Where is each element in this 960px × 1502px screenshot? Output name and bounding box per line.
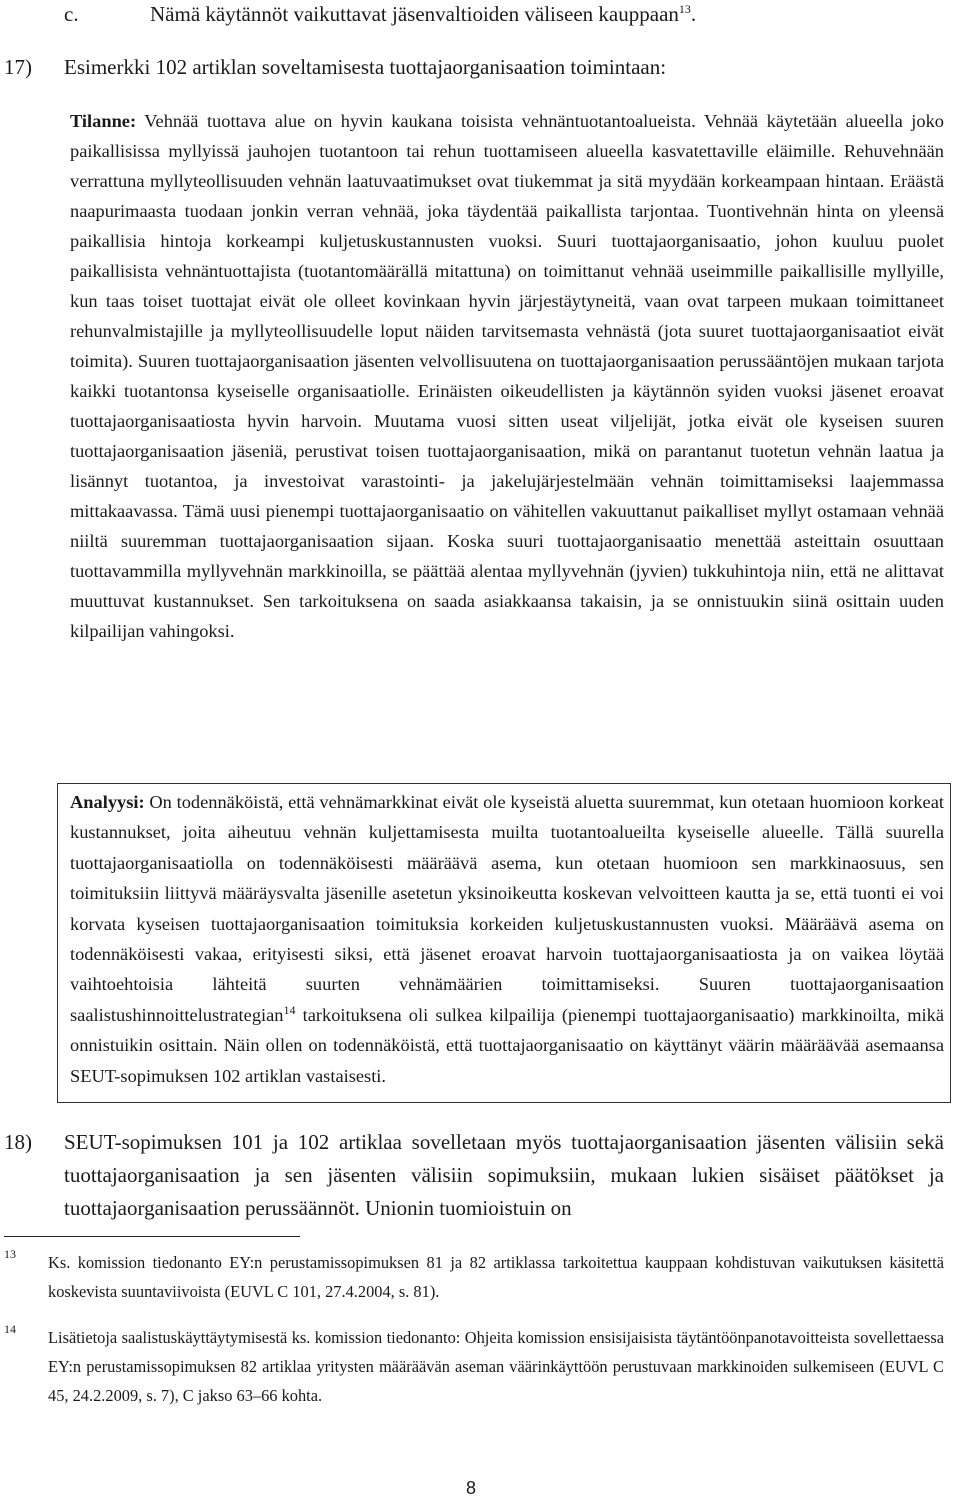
list-item-end: . [690,2,697,26]
situation-text [70,106,944,646]
page-number: 8 [466,1478,477,1498]
footnote-separator [4,1236,300,1237]
footnote-text: Lisätietoja saalistuskäyttäytymisestä ks. komission tiedonanto: Ohjeita komission ensisijaisista täytäntöönpanotavoitteista sovellettaessa EY:n perustamissopimuksen 82 artiklaa yritysten määräävän aseman väärinkäyttöön perustuvaan markkinoiden sulkemiseen (EUVL C 45, 24.2.2009, s. 7), C jakso 63–66 kohta. [48,1328,944,1405]
paragraph-17-heading [4,55,666,80]
situation-label: Tilanne: [70,111,137,131]
footnote-ref-14[interactable]: 14 [283,1002,296,1017]
list-item-label: c. [64,2,79,26]
situation-body: Vehnää tuottava alue on hyvin kaukana toisista vehnäntuotantoalueista. Vehnää käytetään alueella joko paikallisissa myllyissä jauhojen tuotantoon tai rehun tuottamiseen alueella kasvatettaville eläimille. Rehuvehnään verrattuna myllyteollisuuden vehnän laatuvaatimukset ovat tiukemmat ja sitä myydään korkeampaan hintaan. Eräästä naapurimaasta tuodaan jonkin verran vehnää, joka täydentää paikallista tarjontaa. Tuontivehnän hinta on yleensä paikallisia hintoja korkeampi kuljetuskustannusten vuoksi. Suuri tuottajaorganisaatio, johon kuuluu puolet paikallisista vehnäntuottajista (tuotantomäärällä mitattuna) on toimittanut vehnää useimmille paikallisille myllyille, kun taas toiset tuottajat eivät ole olleet kovinkaan hyvin järjestäytyneitä, vaan ovat tarpeen mukaan toimittaneet rehunvalmistajille ja myllyteollisuudelle loput näiden tarvitsemasta vehnästä (jota suuret tuottajaorganisaatiot eivät toimita). Suuren tuottajaorganisaation jäsenten velvollisuutena on tuottajaorganisaation perussääntöjen mukaan tarjota kaikki tuotantonsa kyseiselle organisaatiolle. Erinäisten oikeudellisten ja käytännön syiden vuoksi jäsenet eroavat tuottajaorganisaatiosta hyvin harvoin. Muutama vuosi sitten useat viljelijät, jotka eivät ole kyseisen suuren tuottajaorganisaation jäseniä, perustivat toisen tuottajaorganisaation, mikä on parantanut tuotetun vehnän laatua ja lisännyt tuotantoa, ja investoivat varastointi- ja jakelujärjestelmään vehnän toimittamiseksi laajemmassa mittakaavassa. Tämä uusi pienempi tuottajaorganisaatio on vähitellen vakuuttanut paikalliset myllyt ostamaan vehnää niiltä suuremman tuottajaorganisaation sijaan. Koska suuri tuottajaorganisaatio menettää asteittain osuuttaan tuottavammilla myllyvehnän markkinoilla, se päättää alentaa myllyvehnän (jyvien) tukkuhintoja niin, että ne alittavat muuttuvat kustannukset. Sen tarkoituksena on saada asiakkaansa takaisin, ja se onnistuukin siinä osittain uuden kilpailijan vahingoksi. [70,111,945,641]
list-item-c [64,2,696,27]
paragraph-heading-text: Esimerkki 102 artiklan soveltamisesta tuottajaorganisaation toimintaan: [64,55,667,79]
analysis-body-1: On todennäköistä, että vehnämarkkinat eivät ole kyseistä aluetta suuremmat, kun otetaan huomioon korkeat kustannukset, joita aiheutuu vehnän kuljettamisesta muilta tuotantoalueilta kyseiselle alueelle. Tällä suurella tuottajaorganisaatiolla on todennäköisesti määräävä asema, kun otetaan huomioon sen markkinaosuus, sen toimituksiin liittyvä määräysvalta jäsenille asetetun yksinoikeutta koskevan velvoitteen kautta ja se, että tuonti ei voi korvata kyseisen tuottajaorganisaation toimituksia korkeiden kuljetuskustannusten vuoksi. Määräävä asema on todennäköisesti vakaa, erityisesti siksi, että jäsenet eroavat harvoin tuottajaorganisaatiosta ja on vaikea löytää vaihtoehtoisia lähteitä suurten vehnämäärien toimittamiseksi. Suuren tuottajaorganisaation saalistushinnoittelustrategian [70,792,944,1025]
footnote-14 [4,1323,944,1410]
analysis-label: Analyysi: [70,792,145,812]
footnote-13 [4,1248,944,1306]
footnote-number: 14 [4,1322,16,1336]
analysis-body-2: tarkoituksena oli sulkea kilpailija (pienempi tuottajaorganisaatio) markkinoilta, mikä onnistuikin osittain. Näin ollen on todennäköistä, että tuottajaorganisaatio on käyttänyt väärin määräävää asemaansa SEUT-sopimuksen 102 artiklan vastaisesti. [70,1004,944,1086]
paragraph-18 [4,1126,944,1225]
footnote-ref-13[interactable]: 13 [678,2,691,16]
paragraph-number: 17) [4,55,32,79]
paragraph-number: 18) [4,1130,32,1154]
footnote-text: Ks. komission tiedonanto EY:n perustamissopimuksen 81 ja 82 artiklassa tarkoitettua kauppaan kohdistuvan vaikutuksen käsitettä koskevista suuntaviivoista (EUVL C 101, 27.4.2004, s. 81). [48,1253,944,1301]
footnote-number: 13 [4,1247,16,1261]
list-item-text: Nämä käytännöt vaikuttavat jäsenvaltioiden väliseen kauppaan [150,2,679,26]
analysis-text [70,787,944,1091]
paragraph-text: SEUT-sopimuksen 101 ja 102 artiklaa sovelletaan myös tuottajaorganisaation jäsenten välisiin sekä tuottajaorganisaation ja sen jäsenten välisiin sopimuksiin, mukaan lukien sisäiset päätökset ja tuottajaorganisaation perussäännöt. Unionin tuomioistuin on [64,1130,944,1220]
